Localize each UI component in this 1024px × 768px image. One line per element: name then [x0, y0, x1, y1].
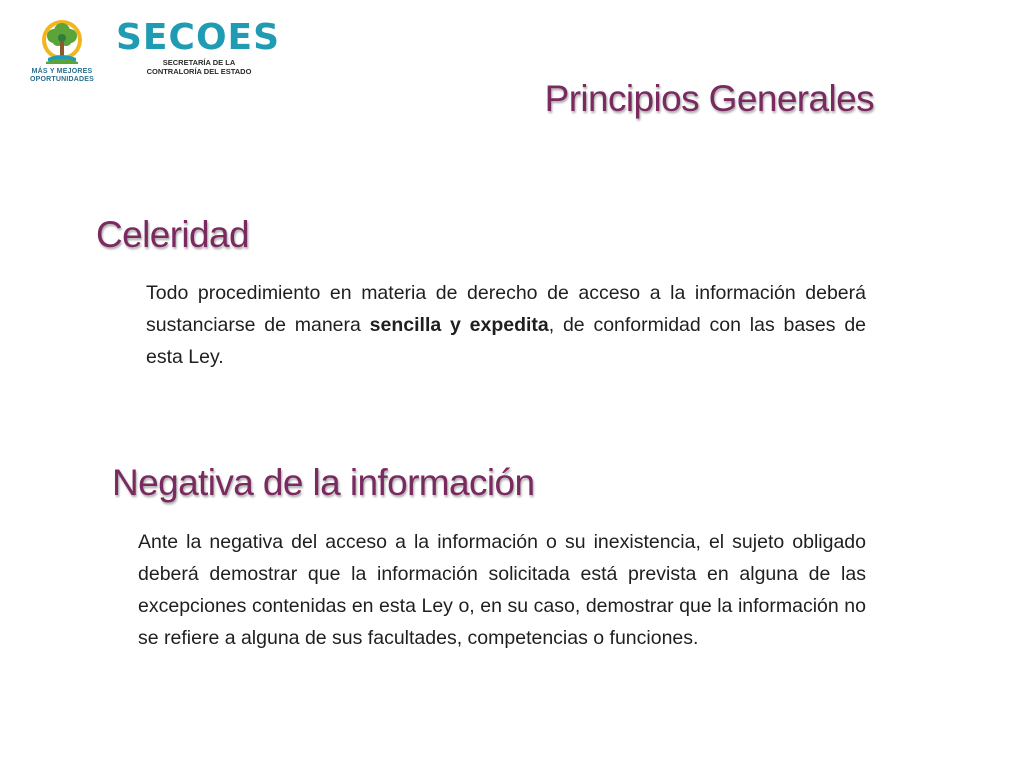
section-text-celeridad [146, 277, 866, 373]
secoes-logo [116, 17, 281, 82]
tree-logo-caption [22, 68, 102, 84]
section-heading-negativa: Negativa de la información [112, 462, 535, 503]
tree-icon [36, 18, 88, 68]
tree-caption-line1: MÁS Y MEJORES [31, 68, 93, 75]
secoes-sub-line2: CONTRALORÍA DEL ESTADO [146, 67, 252, 76]
secoes-sub-line1: SECRETARÍA DE LA [162, 58, 236, 67]
slide-title: Principios Generales [544, 78, 874, 119]
celeridad-text-bold: sencilla y expedita [369, 314, 549, 336]
secoes-wordmark: SECOES [116, 17, 281, 58]
celeridad-text-end: , de conformidad con las bases de esta Ley. [146, 314, 867, 368]
tree-caption-line2: OPORTUNIDADES [29, 76, 95, 83]
section-text-negativa: Ante la negativa del acceso a la información o su inexistencia, el sujeto obligado deberá demostrar que la información solicitada está prevista en alguna de las excepciones contenidas en esta Ley o, en su caso, demostrar que la información no se refiere a alguna de sus facultades, competencias o funciones. [138, 531, 866, 649]
state-tree-logo [22, 18, 102, 88]
section-heading-celeridad: Celeridad [96, 214, 249, 255]
secoes-subtitle [132, 58, 266, 76]
celeridad-text-start: Todo procedimiento en materia de derecho de acceso a la información deberá sustanciarse de manera [146, 282, 866, 336]
